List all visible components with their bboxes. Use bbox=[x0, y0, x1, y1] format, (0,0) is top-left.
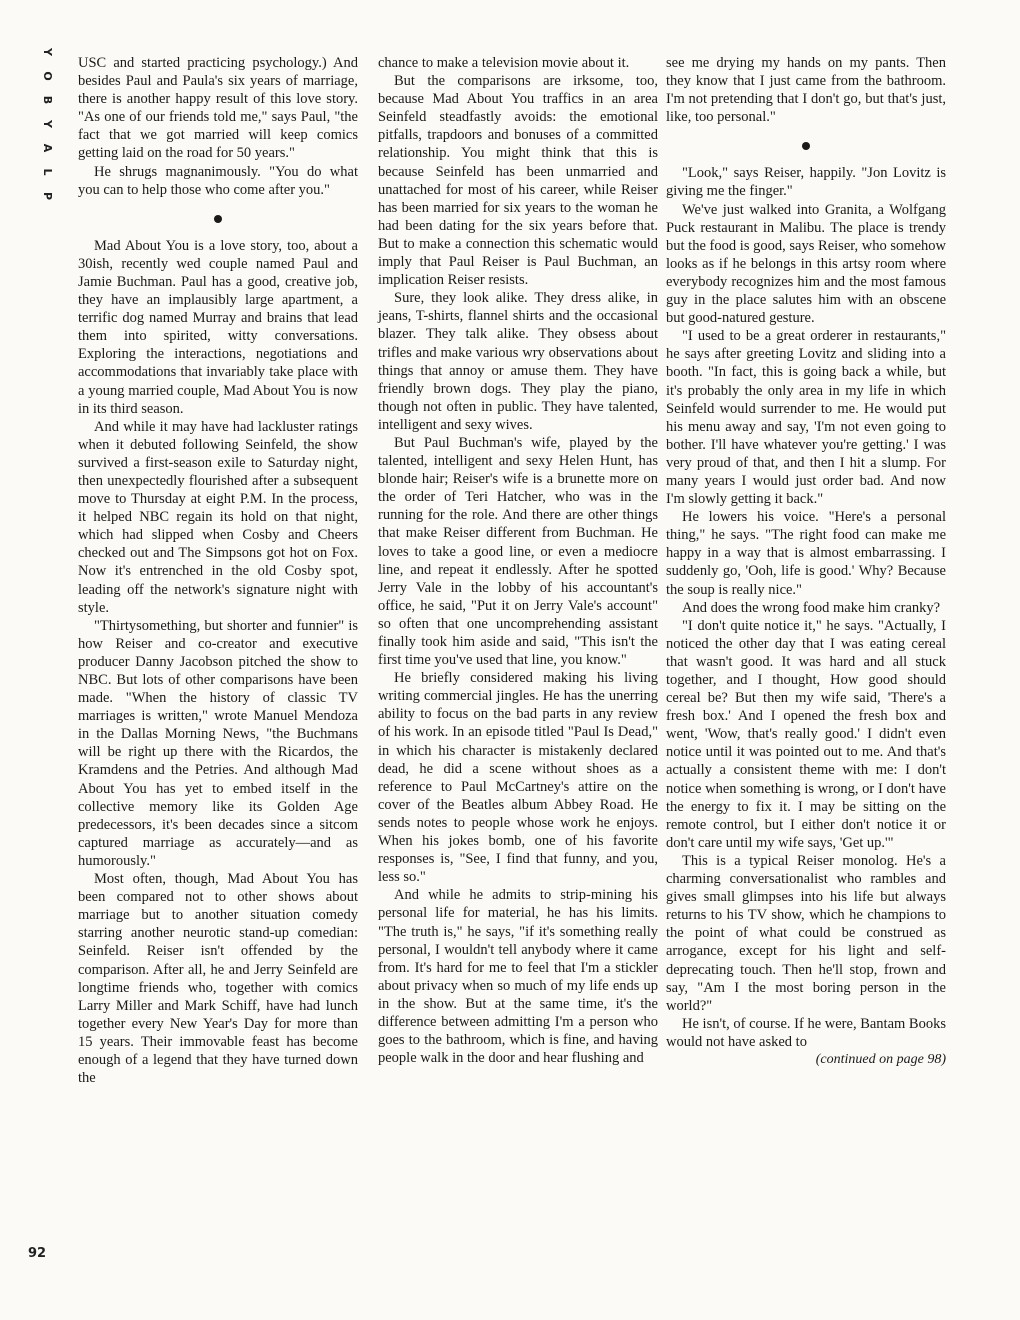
page-number: 92 bbox=[28, 1246, 47, 1261]
column-1 bbox=[78, 54, 358, 1087]
running-head-letter: Y bbox=[41, 120, 54, 128]
paragraph: And does the wrong food make him cranky? bbox=[682, 599, 941, 616]
column-3 bbox=[666, 54, 946, 1069]
paragraph: We've just walked into Granita, a Wolfgang Puck restaurant in Malibu. The place is trendy but the food is good, says Reiser, who somehow looks as if he belongs in this artsy room where everybody recognizes him and the most famous guy in the place salutes him with an obscene but good-natured gesture. bbox=[666, 201, 946, 327]
paragraph: Sure, they look alike. They dress alike, in jeans, T-shirts, flannel shirts and the occasional blazer. They talk alike. They obsess about trifles and make various wry observations about things that annoy or amuse them. They have friendly brown dogs. They play the piano, though not often in public. They have talented, intelligent and sexy wives. bbox=[378, 290, 658, 433]
running-head-letter: P bbox=[41, 191, 54, 201]
continued-line: (continued on page 98) bbox=[815, 1051, 946, 1067]
paragraph: This is a typical Reiser monolog. He's a charming conversationalist who rambles and gives small glimpses into his life but always returns to his TV show, which he champions to the point of what could be construed as arrogance, except for his light and self-deprecating touch. Then he'll stop, frown and say, "Am I the most boring person in the world?" bbox=[666, 852, 946, 1014]
running-head-letter: L bbox=[41, 168, 54, 176]
paragraph: chance to make a television movie about it. bbox=[378, 55, 630, 71]
paragraph: But Paul Buchman's wife, played by the talented, intelligent and sexy Helen Hunt, has blonde hair; Reiser's wife is a brunette more on the order of Teri Hatcher, who was in the running for the role. And there are other things that make Reiser different from Buchman. He loves to take a good line, or even a mediocre line, and repeat it endlessly. After he spotted Jerry Vale in the lobby of his accountant's office, he said, "Put it on Jerry Vale's account" so often that one uncomprehending assistant finally took him aside and said, "This isn't the first time you've used that line, you know." bbox=[378, 434, 658, 669]
paragraph: But the comparisons are irksome, too, because Mad About You traffics in an area Seinfeld steadfastly avoids: the emotional pitfalls, trapdoors and bonuses of a committed relationship. You might think that this is because Seinfeld has been unmarried and unattached for most of his career, while Reiser has been married for six years to the woman he had been dating for the six years before that. But to make a connection this schematic would imply that Paul Reiser is Paul Buchman, an implication Reiser resists. bbox=[378, 73, 658, 289]
paragraph: "Look," says Reiser, happily. "Jon Lovitz is giving me the finger." bbox=[666, 165, 946, 200]
paragraph: He shrugs magnanimously. "You do what you can to help those who come after you." bbox=[78, 163, 358, 198]
section-break-bullet bbox=[214, 215, 222, 223]
paragraph: Most often, though, Mad About You has been compared not to other shows about marriage but to another situation comedy starring another neurotic stand-up comedian: Seinfeld. Reiser isn't offended by the comparison. After all, he and Jerry Seinfeld are longtime friends who, together with comics Larry Miller and Mark Schiff, have had lunch together every New Year's Day for more than 15 years. Their immovable feast has become enough of a legend that they have turned down the bbox=[78, 871, 358, 1087]
paragraph: "Thirtysomething, but shorter and funnier" is how Reiser and co-creator and executive producer Danny Jacobson pitched the show to NBC. But lots of other comparisons have been made. "When the history of classic TV marriages is written," wrote Manuel Mendoza in the Dallas Morning News, "the Buchmans will be right up there with the Ricardos, the Kramdens and the Petries. And although Mad About You has yet to embed itself in the collective memory like its Golden Age predecessors, it's been decades since a sitcom captured marriage as accurately—and as humorously." bbox=[78, 617, 358, 869]
paragraph: He lowers his voice. "Here's a personal thing," he says. "The right food can make me happy in a way that is almost embarrassing. I suddenly go, 'Ooh, life is good.' Why? Because the soup is really nice." bbox=[666, 509, 946, 598]
paragraph: He briefly considered making his living writing commercial jingles. He has the unerring ability to focus on the bad parts in any review of his work. In an episode titled "Paul Is Dead," in which his character is mistakenly declared dead, he did a scene without shoes as a reference to Paul McCartney's attire on the cover of the Beatles album Abbey Road. He sends notes to people whose work he enjoys. When his jokes bomb, one of his favorite responses is, "See, I find that funny, and you, less so." bbox=[378, 670, 658, 886]
paragraph: He isn't, of course. If he were, Bantam Books would not have asked to bbox=[666, 1015, 946, 1050]
paragraph: USC and started practicing psychology.) And besides Paul and Paula's six years of marriage, there is another happy result of this love story. "As one of our friends told me," says Paul, "the fact that we got married will keep comics getting laid on the road for 50 years." bbox=[78, 55, 358, 162]
column-2 bbox=[378, 54, 658, 1067]
running-head-letter: B bbox=[41, 95, 54, 105]
section-break-bullet bbox=[802, 142, 810, 150]
running-head bbox=[30, 40, 54, 208]
paragraph: "I don't quite notice it," he says. "Actually, I noticed the other day that I was eating cereal that wasn't good. It was hard and all stuck together, and I thought, How good should cereal be? But then my wife said, 'There's a fresh box.' And I opened the fresh box and went, 'Wow, that's really good.' I didn't even notice until it was pointed out to me. And that's actually a consistent theme with me: I don't notice when something is wrong, or I don't have the energy to fix it. I may be sitting on the remote control, but I either don't notice it or don't care until my wife says, 'Get up.'" bbox=[666, 617, 946, 851]
paragraph: see me drying my hands on my pants. Then they know that I just came from the bathroom. I'm not pretending that I don't go, but that's just, like, too personal." bbox=[666, 55, 946, 126]
paragraph: And while it may have had lackluster ratings when it debuted following Seinfeld, the show survived a first-season exile to Saturday night, then unexpectedly flourished after a subsequent move to Thursday at eight P.M. In the process, it helped NBC regain its hold on that night, which had slipped when Cosby and Cheers checked out and The Simpsons got hot on Fox. Now it's entrenched in the old Cosby spot, leading off the network's signature night with style. bbox=[78, 418, 358, 616]
running-head-letter: O bbox=[41, 71, 54, 81]
running-head-letter: Y bbox=[41, 48, 54, 56]
paragraph: "I used to be a great orderer in restaurants," he says after greeting Lovitz and sliding into a booth. "In fact, this is going back a while, but it's probably the only area in my life in which Seinfeld would surrender to me. He would put his menu away and say, 'I'm not even going to bother. I'll have whatever you're getting.' I was very proud of that, and then I hit a slump. For many years I would just order bad. And now I'm slowly getting it back." bbox=[666, 328, 946, 508]
paragraph: And while he admits to strip-mining his personal life for material, he has his limits. "The truth is," he says, "if it's something really personal, I wouldn't tell anybody where it came from. It's hard for me to feel that I'm a stickler about privacy when so much of my life ends up in the show. But at the same time, it's the difference between admitting I'm a person who goes to the bathroom, which is fine, and having people walk in the door and hear flushing and bbox=[378, 887, 658, 1067]
running-head-letter: A bbox=[41, 143, 54, 153]
paragraph: Mad About You is a love story, too, about a 30ish, recently wed couple named Paul and Jamie Buchman. Paul has a good, creative job, they have an implausibly large apartment, a terrific dog named Murray and brains that lead them into spirited, witty conversations. Exploring the interactions, negotiations and accommodations that invariably take place with a young married couple, Mad About You is now in its third season. bbox=[78, 237, 358, 417]
